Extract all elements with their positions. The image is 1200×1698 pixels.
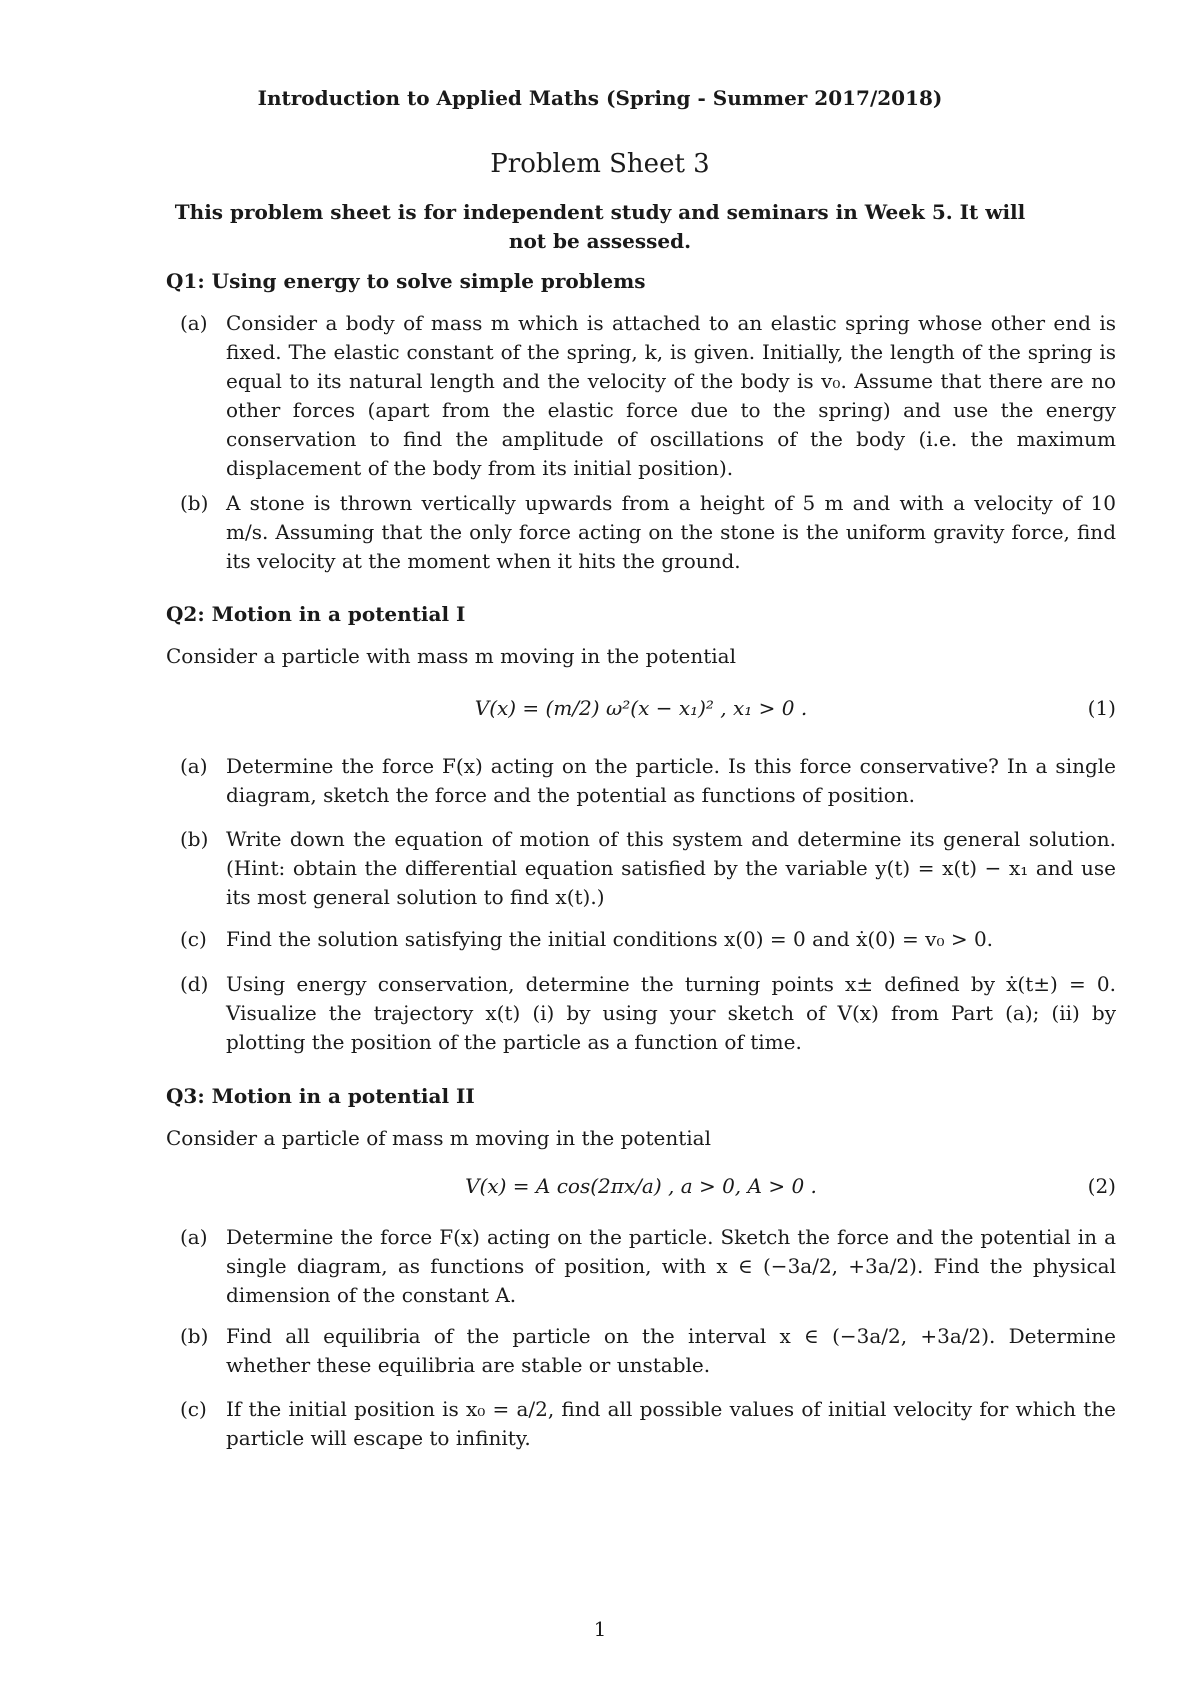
q2-part-b bbox=[180, 825, 1120, 912]
q1-part-a bbox=[180, 309, 1120, 483]
part-text: If the initial position is x₀ = a/2, find all possible values of initial velocity for which the particle will escape to infinity. bbox=[226, 1397, 1116, 1450]
page-number: 1 bbox=[593, 1617, 607, 1641]
part-label: (b) bbox=[180, 827, 209, 851]
q1-heading: Q1: Using energy to solve simple problems bbox=[166, 269, 646, 293]
q3-part-b bbox=[180, 1322, 1120, 1380]
q2-heading: Q2: Motion in a potential I bbox=[166, 602, 466, 626]
sheet-title: Problem Sheet 3 bbox=[490, 149, 710, 179]
part-text: Consider a body of mass m which is attached to an elastic spring whose other end is fixed. The elastic constant of the spring, k, is given. Initially, the length of the spring is equal to its natural length and the velocity of the body is v₀. Assume that there are no other forces (apart from the elastic force due to the spring) and use the energy conservation to find the amplitude of oscillations of the body (i.e. the maximum displacement of the body from its initial position). bbox=[226, 311, 1116, 480]
part-label: (a) bbox=[180, 1225, 208, 1249]
q2-intro: Consider a particle with mass m moving in the potential bbox=[166, 644, 736, 668]
sheet-note: This problem sheet is for independent study and seminars in Week 5. It will not be assessed. bbox=[174, 200, 1026, 253]
part-text: Using energy conservation, determine the turning points x± defined by ẋ(t±) = 0. Visualize the trajectory x(t) (i) by using your sketch of V(x) from Part (a); (ii) by plotting the position of the particle as a function of time. bbox=[226, 972, 1116, 1054]
q3-heading: Q3: Motion in a potential II bbox=[166, 1084, 475, 1108]
q3-part-a bbox=[180, 1223, 1120, 1310]
equation-number-2: (2) bbox=[1087, 1174, 1116, 1198]
q3-intro: Consider a particle of mass m moving in the potential bbox=[166, 1126, 711, 1150]
q2-part-a bbox=[180, 752, 1120, 810]
part-label: (b) bbox=[180, 491, 209, 515]
q1-part-b bbox=[180, 489, 1120, 576]
q3-equation-row bbox=[166, 1172, 1116, 1212]
part-label: (d) bbox=[180, 972, 209, 996]
part-label: (a) bbox=[180, 311, 208, 335]
q3-part-c bbox=[180, 1395, 1120, 1453]
q2-equation-row bbox=[166, 694, 1116, 734]
part-text: Find all equilibria of the particle on the interval x ∈ (−3a/2, +3a/2). Determine whether these equilibria are stable or unstable. bbox=[226, 1324, 1116, 1377]
part-text: Determine the force F(x) acting on the particle. Is this force conservative? In a single diagram, sketch the force and the potential as functions of position. bbox=[226, 754, 1116, 807]
part-text: A stone is thrown vertically upwards from a height of 5 m and with a velocity of 10 m/s. Assuming that the only force acting on the stone is the uniform gravity force, find its velocity at the moment when it hits the ground. bbox=[226, 491, 1116, 573]
equation-2: V(x) = A cos(2πx/a) , a > 0, A > 0 . bbox=[465, 1174, 817, 1198]
equation-1: V(x) = (m/2) ω²(x − x₁)² , x₁ > 0 . bbox=[474, 696, 808, 720]
part-label: (b) bbox=[180, 1324, 209, 1348]
part-label: (c) bbox=[180, 1397, 207, 1421]
part-text: Write down the equation of motion of this system and determine its general solution. (Hint: obtain the differential equation satisfied by the variable y(t) = x(t) − x₁ and use its most general solution to find x(t).) bbox=[226, 827, 1116, 909]
q2-part-c bbox=[180, 925, 1120, 954]
part-text: Find the solution satisfying the initial conditions x(0) = 0 and ẋ(0) = v₀ > 0. bbox=[226, 927, 994, 951]
part-label: (a) bbox=[180, 754, 208, 778]
part-text: Determine the force F(x) acting on the particle. Sketch the force and the potential in a single diagram, as functions of position, with x ∈ (−3a/2, +3a/2). Find the physical dimension of the constant A. bbox=[226, 1225, 1116, 1307]
part-label: (c) bbox=[180, 927, 207, 951]
equation-number-1: (1) bbox=[1087, 696, 1116, 720]
q2-part-d bbox=[180, 970, 1120, 1057]
course-title: Introduction to Applied Maths (Spring - Summer 2017/2018) bbox=[257, 86, 943, 110]
